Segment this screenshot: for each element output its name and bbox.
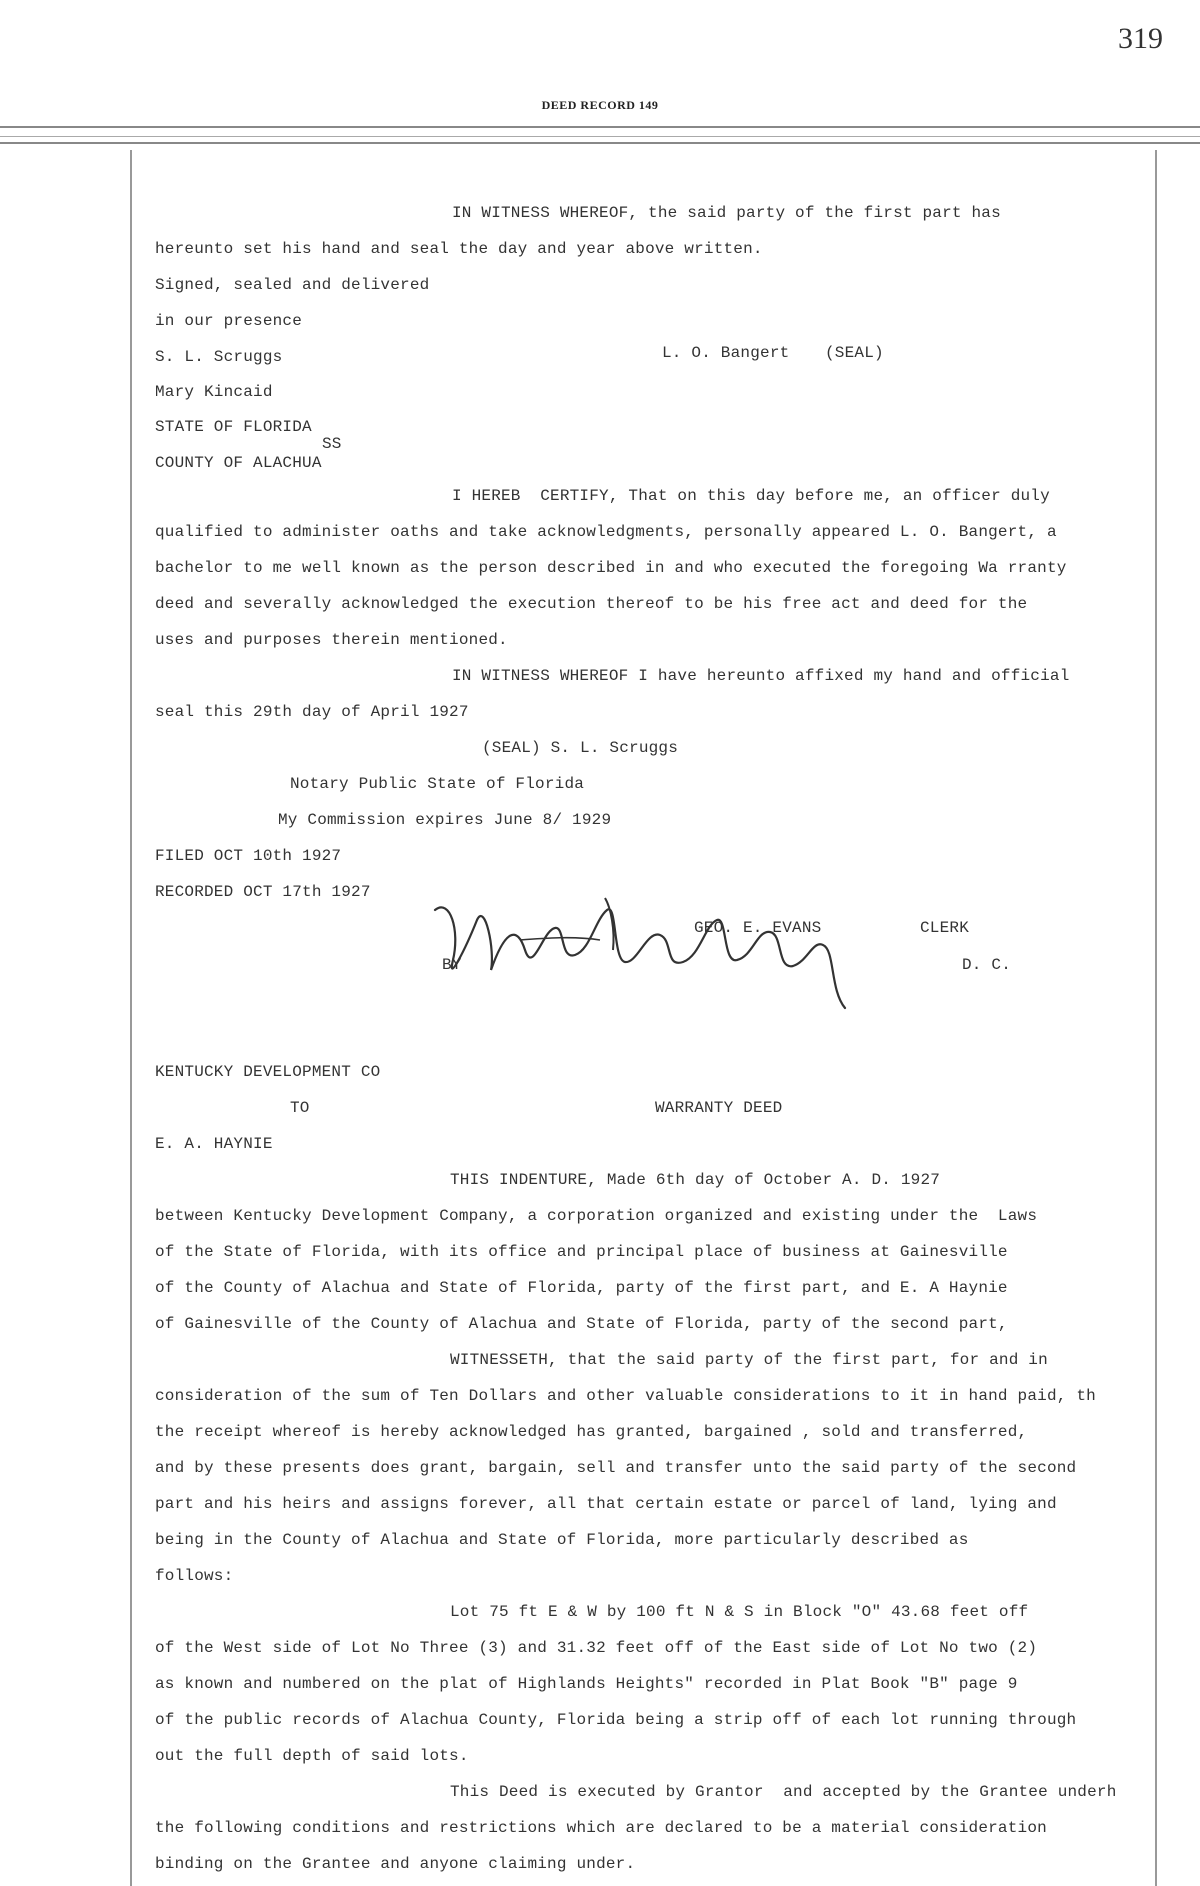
deed-line-19: the following conditions and restrictions which are declared to be a material consideration (155, 1819, 1047, 1837)
deed-line-6: WITNESSETH, that the said party of the first part, for and in (450, 1351, 1048, 1369)
deed-line-11: being in the County of Alachua and State of Florida, more particularly described as (155, 1531, 969, 1549)
deed-line-1: THIS INDENTURE, Made 6th day of October A. D. 1927 (450, 1171, 941, 1189)
cert-line-2: qualified to administer oaths and take acknowledgments, personally appeared L. O. Bangert, a (155, 523, 1057, 541)
page-title: DEED RECORD 149 (541, 98, 659, 112)
deed-line-17: out the full depth of said lots. (155, 1747, 469, 1765)
recorded-line: RECORDED OCT 17th 1927 (155, 883, 371, 901)
grantor-name: KENTUCKY DEVELOPMENT CO (155, 1063, 381, 1081)
deed-line-8: the receipt whereof is hereby acknowledged has granted, bargained , sold and transferred, (155, 1423, 1028, 1441)
deed-line-12: follows: (155, 1567, 234, 1585)
by-label: BY (442, 956, 462, 974)
deed-line-4: of the County of Alachua and State of Florida, party of the first part, and E. A Haynie (155, 1279, 1008, 1297)
commission-line: My Commission expires June 8/ 1929 (278, 811, 612, 829)
filed-line: FILED OCT 10th 1927 (155, 847, 342, 865)
signed-line-2: in our presence (155, 312, 303, 330)
county-line: COUNTY OF ALACHUA (155, 454, 322, 472)
witness-name-1: S. L. Scruggs (155, 348, 283, 366)
clerk-title: CLERK (920, 919, 970, 937)
state-line: STATE OF FLORIDA (155, 418, 312, 436)
header-rule-middle (0, 136, 1200, 137)
signer-seal: (SEAL) (825, 344, 884, 362)
deed-line-16: of the public records of Alachua County, Florida being a strip off of each lot running through (155, 1711, 1077, 1729)
notary-title: Notary Public State of Florida (290, 775, 585, 793)
deed-line-15: as known and numbered on the plat of Highlands Heights" recorded in Plat Book "B" page 9 (155, 1675, 1018, 1693)
deed-line-13: Lot 75 ft E & W by 100 ft N & S in Block "O" 43.68 feet off (450, 1603, 1029, 1621)
deed-line-9: and by these presents does grant, bargain, sell and transfer unto the said party of the second (155, 1459, 1077, 1477)
ss-mark: SS (322, 435, 342, 453)
notary-signature-line: (SEAL) S. L. Scruggs (482, 739, 679, 757)
cert-line-4: deed and severally acknowledged the execution thereof to be his free act and deed for the (155, 595, 1028, 613)
header-rule-top (0, 126, 1200, 128)
witness2-line-2: seal this 29th day of April 1927 (155, 703, 469, 721)
cert-line-1: I HEREB CERTIFY, That on this day before me, an officer duly (452, 487, 1050, 505)
deed-type: WARRANTY DEED (655, 1099, 783, 1117)
deed-line-3: of the State of Florida, with its office and principal place of business at Gainesville (155, 1243, 1008, 1261)
deed-line-10: part and his heirs and assigns forever, all that certain estate or parcel of land, lying and (155, 1495, 1057, 1513)
handwritten-signature (425, 890, 865, 1010)
grantee-name: E. A. HAYNIE (155, 1135, 273, 1153)
witness2-line-1: IN WITNESS WHEREOF I have hereunto affixed my hand and official (452, 667, 1070, 685)
deed-line-18: This Deed is executed by Grantor and accepted by the Grantee underh (450, 1783, 1117, 1801)
left-margin-line (130, 150, 132, 1886)
page-number: 319 (1118, 22, 1163, 55)
signed-line-1: Signed, sealed and delivered (155, 276, 430, 294)
deed-line-14: of the West side of Lot No Three (3) and 31.32 feet off of the East side of Lot No two (2) (155, 1639, 1038, 1657)
right-margin-line (1155, 150, 1157, 1886)
header-rule-bottom (0, 142, 1200, 144)
deputy-clerk-label: D. C. (962, 956, 1012, 974)
witness-name-2: Mary Kincaid (155, 383, 273, 401)
cert-line-5: uses and purposes therein mentioned. (155, 631, 508, 649)
deed-line-20: binding on the Grantee and anyone claiming under. (155, 1855, 636, 1873)
deed-line-2: between Kentucky Development Company, a corporation organized and existing under the Laws (155, 1207, 1038, 1225)
signer-name: L. O. Bangert (662, 344, 790, 362)
deed-line-5: of Gainesville of the County of Alachua and State of Florida, party of the second part, (155, 1315, 1008, 1333)
clerk-name: GEO. E. EVANS (694, 919, 822, 937)
witness-line-2: hereunto set his hand and seal the day and year above written. (155, 240, 763, 258)
cert-line-3: bachelor to me well known as the person described in and who executed the foregoing Wa rranty (155, 559, 1067, 577)
to-label: TO (290, 1099, 310, 1117)
witness-line-1: IN WITNESS WHEREOF, the said party of the first part has (452, 204, 1001, 222)
deed-line-7: consideration of the sum of Ten Dollars and other valuable considerations to it in hand paid, th (155, 1387, 1096, 1405)
